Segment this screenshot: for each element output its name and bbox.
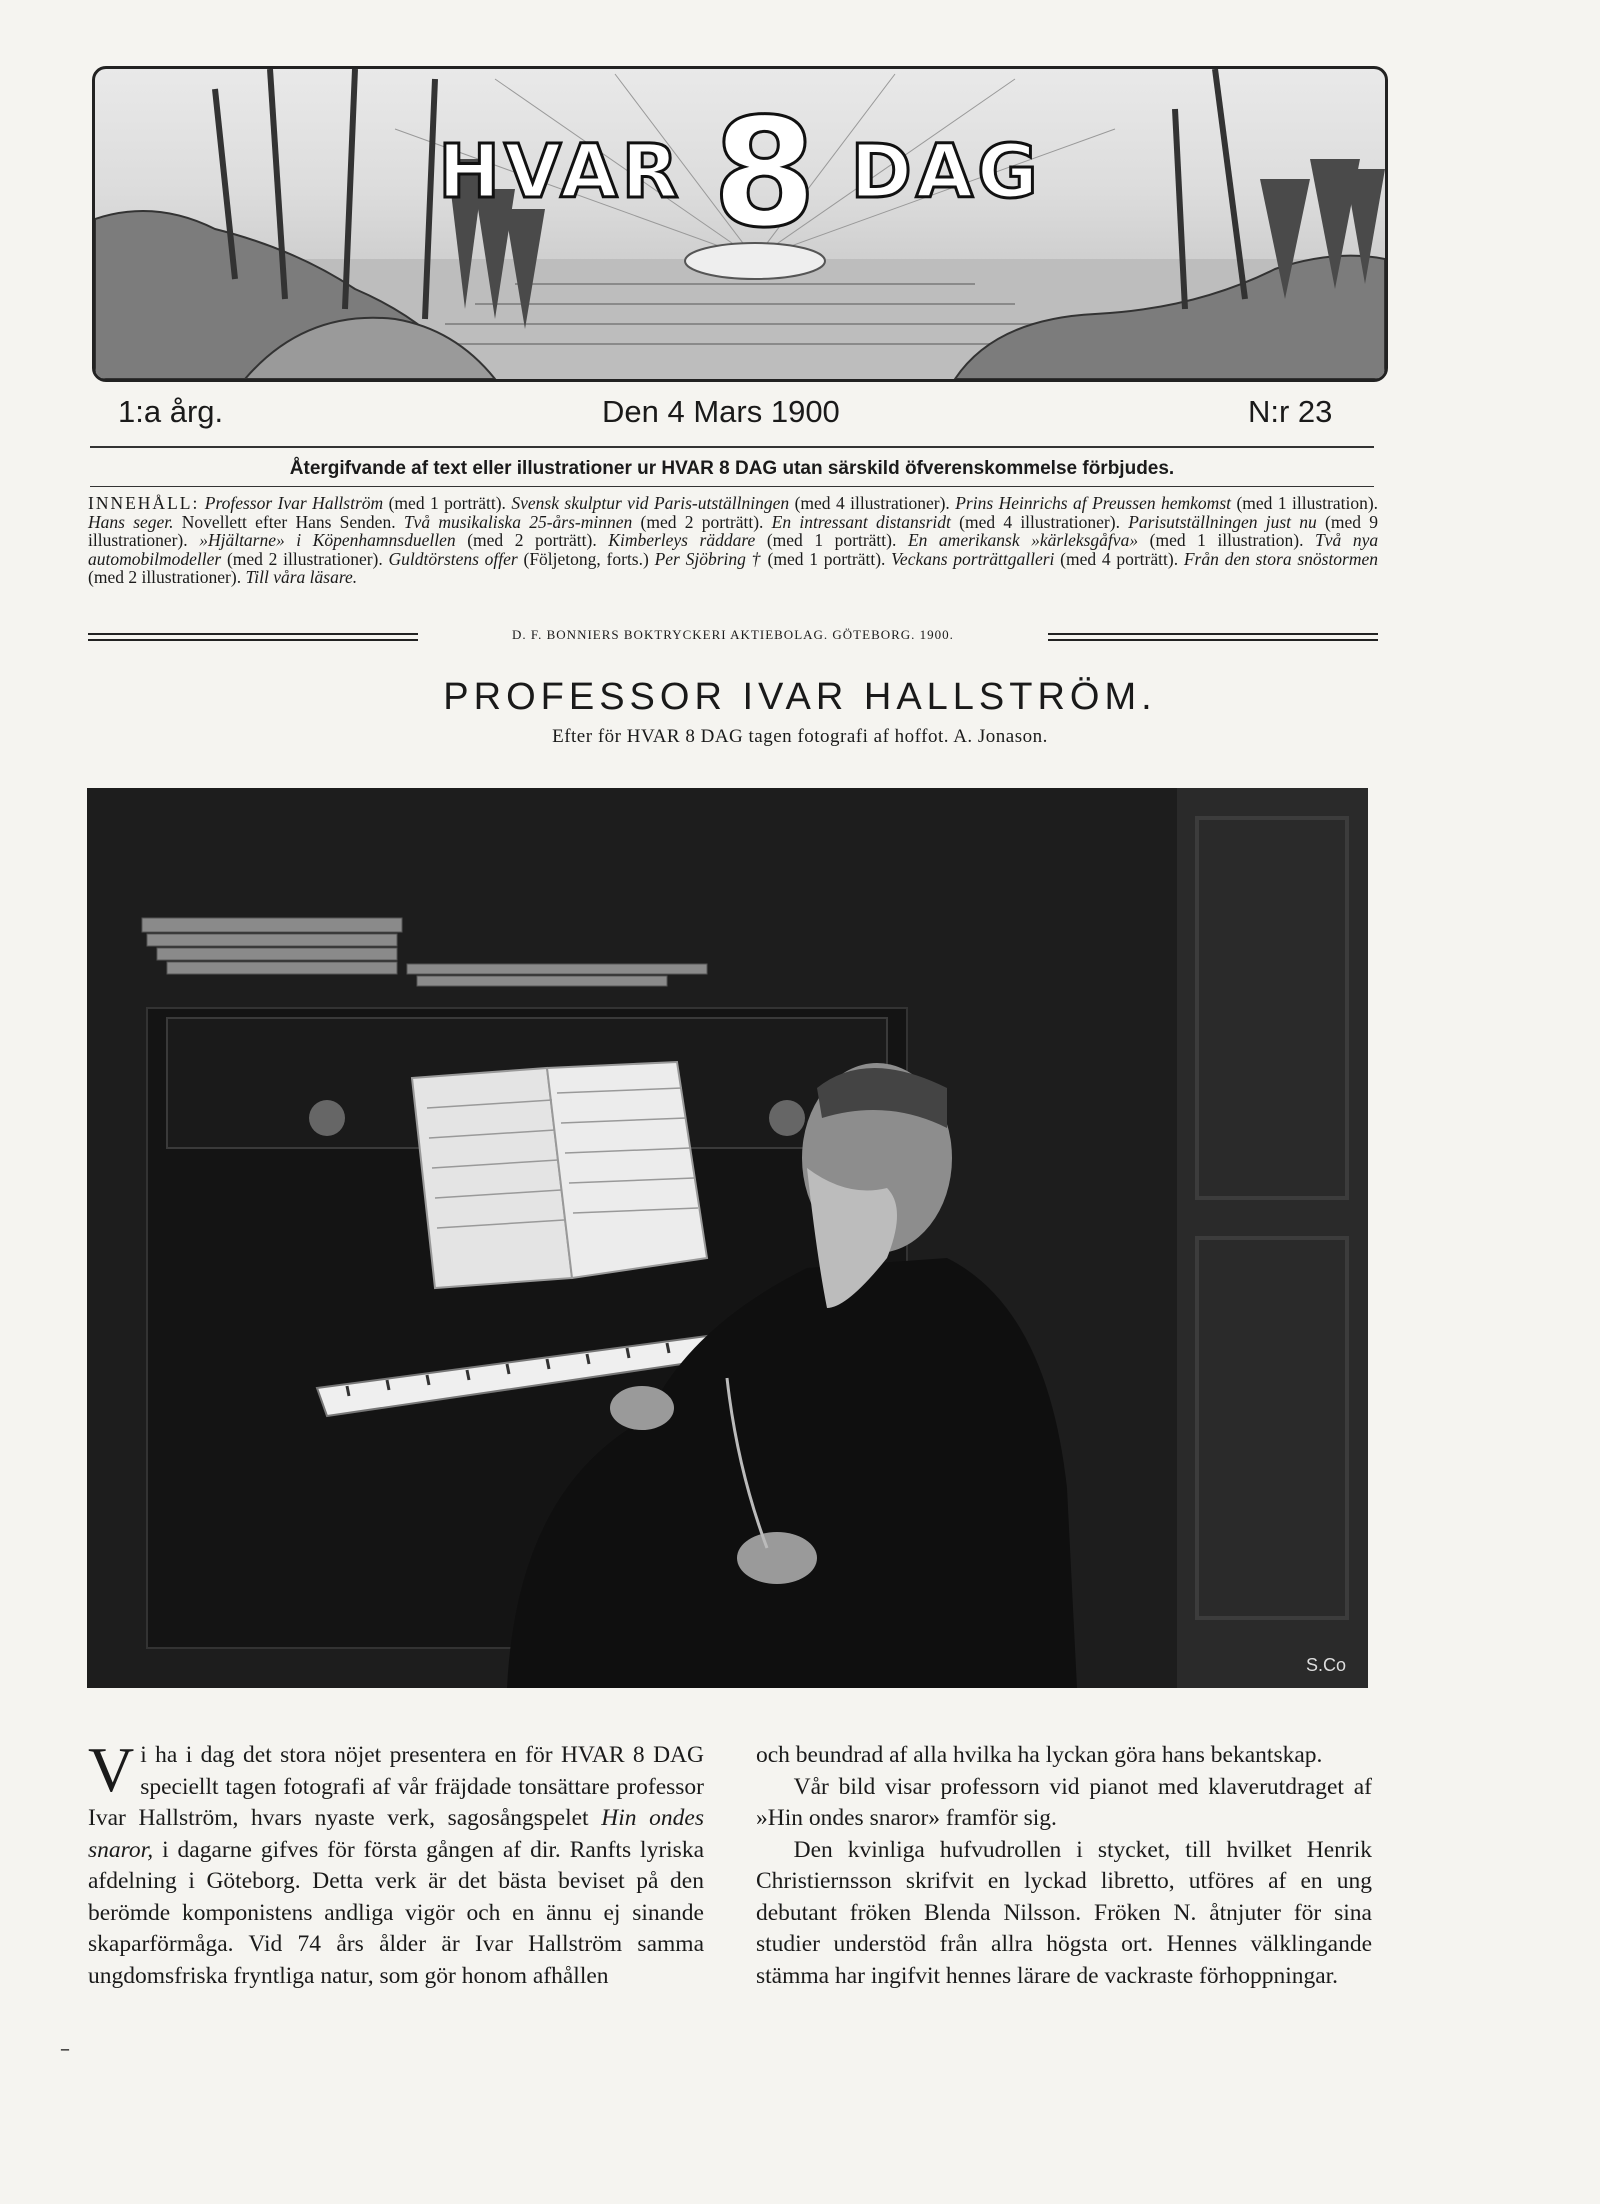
masthead-title-left: HVAR <box>438 129 683 215</box>
contents-item: Två nya automobilmodeller (med 2 illustrationer). <box>88 530 1379 569</box>
divider-rule <box>90 446 1374 448</box>
article-paragraph: Den kvinliga hufvudrollen i stycket, till hvilket Henrik Christiernsson skrifvit en lyckad libretto, utföres af en ung debutant fröken Blenda Nilsson. Fröken N. åtnjuter för sina studier understöd från allra högsta ort. Hennes välklingande stämma har ingifvit hennes lärare de vackraste förhoppningar. <box>756 1836 1372 1989</box>
printer-imprint: D. F. BONNIERS BOKTRYCKERI AKTIEBOLAG. GÖTEBORG. 1900. <box>512 627 954 642</box>
article-headline: PROFESSOR IVAR HALLSTRÖM. <box>443 676 1157 718</box>
contents-item: Två musikaliska 25-års-minnen (med 2 porträtt). <box>403 511 764 532</box>
contents-item: Guldtörstens offer (Följetong, forts.) <box>388 548 649 569</box>
portrait-photograph <box>87 788 1368 1688</box>
contents-item: Svensk skulptur vid Paris-utställningen (med 4 illustrationer). <box>511 493 950 513</box>
contents-item: En intressant distansridt (med 4 illustrationer). <box>771 511 1120 532</box>
contents-item: Professor Ivar Hallström (med 1 porträtt). <box>204 493 506 513</box>
divider-rule <box>90 486 1374 487</box>
contents-item: Parisutställningen just nu (med 9 illustrationer). <box>88 511 1379 551</box>
article-paragraph: Vi ha i dag det stora nöjet presentera en för HVAR 8 DAG speciellt tagen fotografi af vår fräjdade tonsättare professor Ivar Hallström, hvars nyaste verk, sagosångspelet Hin ondes snaror, i dagarne gifves för första gången af dir. Ranfts lyriska afdelning i Göteborg. Detta verk är det bästa beviset på den berömde komponistens andliga vigör och en ännu ej sinande skaparförmåga. Vid 74 års ålder är Ivar Hallström samma ungdomsfriska fryntliga natur, som gör honom afhållen <box>88 1734 705 1989</box>
article-column-right <box>756 1740 1372 1992</box>
photo-credit: Efter för HVAR 8 DAG tagen fotografi af hoffot. A. Jonason. <box>552 726 1048 747</box>
issue-number: N:r 23 <box>1248 394 1333 429</box>
issue-date: Den 4 Mars 1900 <box>602 394 840 429</box>
photo-signature: S.Co <box>1305 1655 1346 1675</box>
contents-item: Per Sjöbring † (med 1 porträtt). <box>654 548 886 569</box>
margin-mark: – <box>60 2036 70 2060</box>
article-paragraph: Vår bild visar professorn vid pianot med klaverutdraget af »Hin ondes snaror» framför sig. <box>756 1773 1372 1831</box>
masthead-title-right: DAG <box>850 129 1042 215</box>
photo-illustration <box>87 788 1368 1688</box>
table-of-contents <box>88 494 1378 587</box>
printer-line <box>88 624 1378 650</box>
work-title: Hin ondes snaror, <box>88 1805 704 1863</box>
masthead-title <box>95 87 1385 261</box>
contents-item: Till våra läsare. <box>245 567 358 588</box>
article-paragraph: och beundrad af alla hvilka ha lyckan göra hans bekantskap. <box>756 1742 1323 1768</box>
drop-cap: V <box>88 1734 135 1805</box>
contents-item: Kimberleys räddare (med 1 porträtt). <box>608 530 897 551</box>
contents-item: En amerikansk »kärleksgåfva» (med 1 illustration). <box>907 530 1304 551</box>
issue-year: 1:a årg. <box>118 394 224 429</box>
copyright-notice: Återgifvande af text eller illustrationer ur HVAR 8 DAG utan särskild öfverenskommelse förbjudes. <box>289 458 1175 479</box>
contents-item: Prins Heinrichs af Preussen hemkomst (med 1 illustration). <box>955 493 1379 513</box>
contents-item: »Hjältarne» i Köpenhamnsduellen (med 2 porträtt). <box>199 530 597 551</box>
masthead-banner <box>92 66 1388 382</box>
contents-item: Hans seger. Novellett efter Hans Senden. <box>88 511 396 532</box>
contents-item: Veckans porträttgalleri (med 4 porträtt). <box>891 548 1179 569</box>
contents-lead: INNEHÅLL: <box>88 493 200 513</box>
double-rule-right <box>1048 633 1378 641</box>
contents-item: Från den stora snöstormen (med 2 illustrationer). <box>88 548 1379 588</box>
masthead-title-number: 8 <box>712 87 821 261</box>
article-column-left <box>88 1734 705 1992</box>
